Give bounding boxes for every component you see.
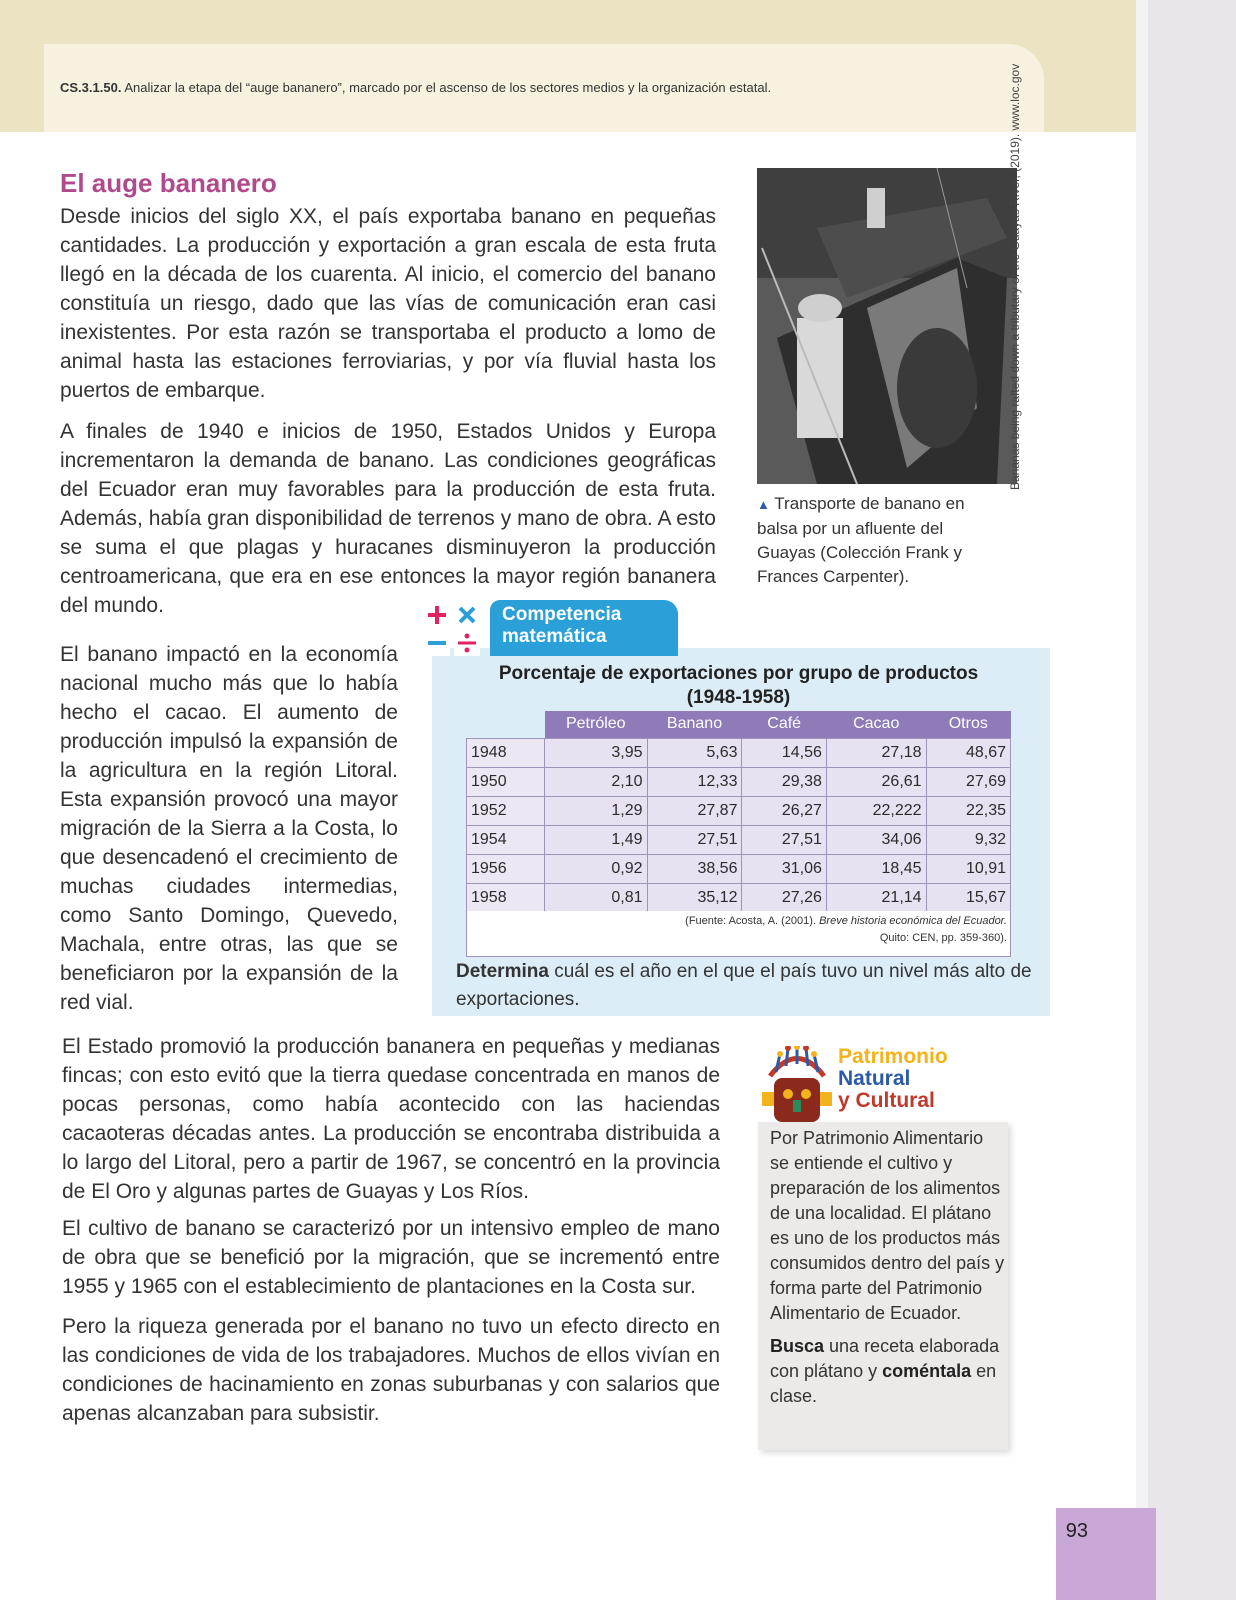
patrimonio-task-mid: una receta elaborada con plátano y <box>770 1336 1000 1381</box>
table-cell: 18,45 <box>826 854 926 883</box>
table-cell: 34,06 <box>826 825 926 854</box>
column-header: Cacao <box>826 711 926 738</box>
badge-label <box>502 604 621 648</box>
ceremonial-mask-icon <box>760 1046 834 1132</box>
standard-code: CS.3.1.50. <box>60 80 122 95</box>
year-cell: 1958 <box>467 883 545 912</box>
patrimonio-body: Por Patrimonio Alimentario se entiende el cultivo y preparación de los alimentos de una localidad. El plátano es uno de los productos más consumidos dentro del país y forma parte del Patrimonio Alimentario de Ecuador. <box>770 1128 1005 1323</box>
table-row <box>467 796 1011 825</box>
table-cell: 14,56 <box>742 738 826 767</box>
badge-line-2: matemática <box>502 626 607 647</box>
table-cell: 0,81 <box>545 883 648 912</box>
badge-line-1: Competencia <box>502 604 622 625</box>
page-number: 93 <box>1065 1520 1088 1542</box>
table-cell: 0,92 <box>545 854 648 883</box>
standard-description: Analizar la etapa del “auge bananero”, marcado por el ascenso de los sectores medios y la organización estatal. <box>124 80 772 95</box>
curriculum-standard <box>60 80 771 95</box>
table-cell: 27,69 <box>926 767 1010 796</box>
exports-table <box>466 711 1011 913</box>
patrimonio-title-line-3: y Cultural <box>838 1089 935 1112</box>
table-cell: 27,26 <box>742 883 826 912</box>
page-edge-strip <box>1136 0 1236 1600</box>
table-cell: 2,10 <box>545 767 648 796</box>
paragraph-1: Desde inicios del siglo XX, el país exportaba banano en pequeñas cantidades. La producción y exportación a gran escala de esta fruta llegó en la década de los cuarenta. Al inicio, el comercio del banano constituía un riesgo, dado que las vías de comunicación eran casi inexistentes. Por esta razón se transportaba el producto a lomo de animal hasta las estaciones ferroviarias, y por vía fluvial hasta los puertos de embarque. <box>60 205 716 402</box>
year-cell: 1952 <box>467 796 545 825</box>
section-title: El auge bananero <box>60 168 277 198</box>
source-book-title: Breve historia económica del Ecuador. <box>819 915 1007 927</box>
table-row <box>467 854 1011 883</box>
table-title-line-2: (1948-1958) <box>686 687 791 708</box>
caption-text: Transporte de banano en balsa por un afluente del Guayas (Colección Frank y Frances Carpenter). <box>757 494 965 586</box>
table-cell: 15,67 <box>926 883 1010 912</box>
column-header: Petróleo <box>545 711 648 738</box>
patrimonio-text <box>770 1126 1006 1409</box>
year-cell: 1950 <box>467 767 545 796</box>
table-row <box>467 767 1011 796</box>
patrimonio-task-verb-1: Busca <box>770 1336 825 1356</box>
table-cell: 9,32 <box>926 825 1010 854</box>
table-cell: 35,12 <box>647 883 742 912</box>
table-cell: 27,87 <box>647 796 742 825</box>
table-header-row <box>467 711 1011 738</box>
patrimonio-task <box>770 1334 1006 1409</box>
column-header: Otros <box>926 711 1010 738</box>
paragraph-4: El Estado promovió la producción bananera en pequeñas y medianas fincas; con esto evitó que la tierra quedase concentrada en manos de pocas personas, como había acontecido con las haciendas cacaoteras décadas antes. La producción se encontraba distribuida a lo largo del Litoral, pero a partir de 1967, se concentró en la provincia de El Oro y algunas partes de Guayas y Los Ríos. <box>62 1035 720 1203</box>
table-corner-cell <box>467 711 545 738</box>
table-title-line-1: Porcentaje de exportaciones por grupo de productos <box>498 663 979 684</box>
table-cell: 29,38 <box>742 767 826 796</box>
patrimonio-title-line-1: Patrimonio <box>838 1045 948 1068</box>
paragraph-2: A finales de 1940 e inicios de 1950, Estados Unidos y Europa incrementaron la demanda de banano. Las condiciones geográficas del Ecuador eran muy favorables para la producción de esta fruta. Además, había gran disponibilidad de terrenos y mano de obra. A esto se suma el que plagas y huracanes disminuyeron la producción centroamericana, que era en ese entonces la mayor región bananera del mundo. <box>60 420 716 617</box>
table-cell: 27,18 <box>826 738 926 767</box>
column-header: Café <box>742 711 826 738</box>
table-source <box>466 913 1007 947</box>
paragraph-6: Pero la riqueza generada por el banano no tuvo un efecto directo en las condiciones de vida de los trabajadores. Muchos de ellos vivían en condiciones de hacinamiento en zonas suburbanas y con salarios que apenas alcanzaban para subsistir. <box>62 1315 720 1425</box>
table-cell: 48,67 <box>926 738 1010 767</box>
task-text: cuál es el año en el que el país tuvo un nivel más alto de exportaciones. <box>456 961 1032 1010</box>
source-suffix: Quito: CEN, pp. 359-360). <box>879 932 1007 944</box>
math-operations-icon <box>420 598 490 658</box>
table-cell: 22,35 <box>926 796 1010 825</box>
patrimonio-title <box>838 1046 948 1112</box>
table-row <box>467 883 1011 912</box>
table-cell: 1,29 <box>545 796 648 825</box>
paragraph-5: El cultivo de banano se caracterizó por un intensivo empleo de mano de obra que se benefició por la migración, que se incrementó entre 1955 y 1965 con el establecimiento de plantaciones en la Costa sur. <box>62 1217 720 1298</box>
paragraph-3: El banano impactó en la economía nacional mucho más que lo había hecho el cacao. El aumento de producción impulsó la expansión de la agricultura en la región Litoral. Esta expansión provocó una mayor migración de la Sierra a la Costa, lo que desencadenó el crecimiento de muchas ciudades intermedias, como Santo Domingo, Quevedo, Machala, entre otras, las que se beneficiaron por la expansión de la red vial. <box>60 643 398 1014</box>
task-verb: Determina <box>456 961 549 982</box>
banana-raft-photo <box>757 168 1017 484</box>
table-cell: 27,51 <box>742 825 826 854</box>
column-header: Banano <box>647 711 742 738</box>
table-cell: 31,06 <box>742 854 826 883</box>
caption-triangle-icon: ▲ <box>757 497 770 512</box>
table-cell: 26,61 <box>826 767 926 796</box>
year-cell: 1948 <box>467 738 545 767</box>
photo-credit: Bananas being rafted down a tributary of the Guayas River, (2019). www.loc.gov <box>1008 63 1022 490</box>
table-cell: 26,27 <box>742 796 826 825</box>
table-cell: 3,95 <box>545 738 648 767</box>
table-cell: 12,33 <box>647 767 742 796</box>
table-cell: 22,222 <box>826 796 926 825</box>
source-prefix: (Fuente: Acosta, A. (2001). <box>685 915 820 927</box>
table-row <box>467 738 1011 767</box>
year-cell: 1954 <box>467 825 545 854</box>
table-title <box>466 662 1011 710</box>
photo-caption <box>757 492 997 589</box>
patrimonio-task-verb-2: coméntala <box>882 1361 972 1381</box>
table-cell: 5,63 <box>647 738 742 767</box>
patrimonio-task-end: en clase. <box>770 1361 997 1406</box>
table-row <box>467 825 1011 854</box>
table-cell: 38,56 <box>647 854 742 883</box>
table-cell: 21,14 <box>826 883 926 912</box>
table-cell: 10,91 <box>926 854 1010 883</box>
patrimonio-title-line-2: Natural <box>838 1067 911 1090</box>
table-cell: 1,49 <box>545 825 648 854</box>
table-cell: 27,51 <box>647 825 742 854</box>
math-task <box>456 958 1036 1014</box>
year-cell: 1956 <box>467 854 545 883</box>
